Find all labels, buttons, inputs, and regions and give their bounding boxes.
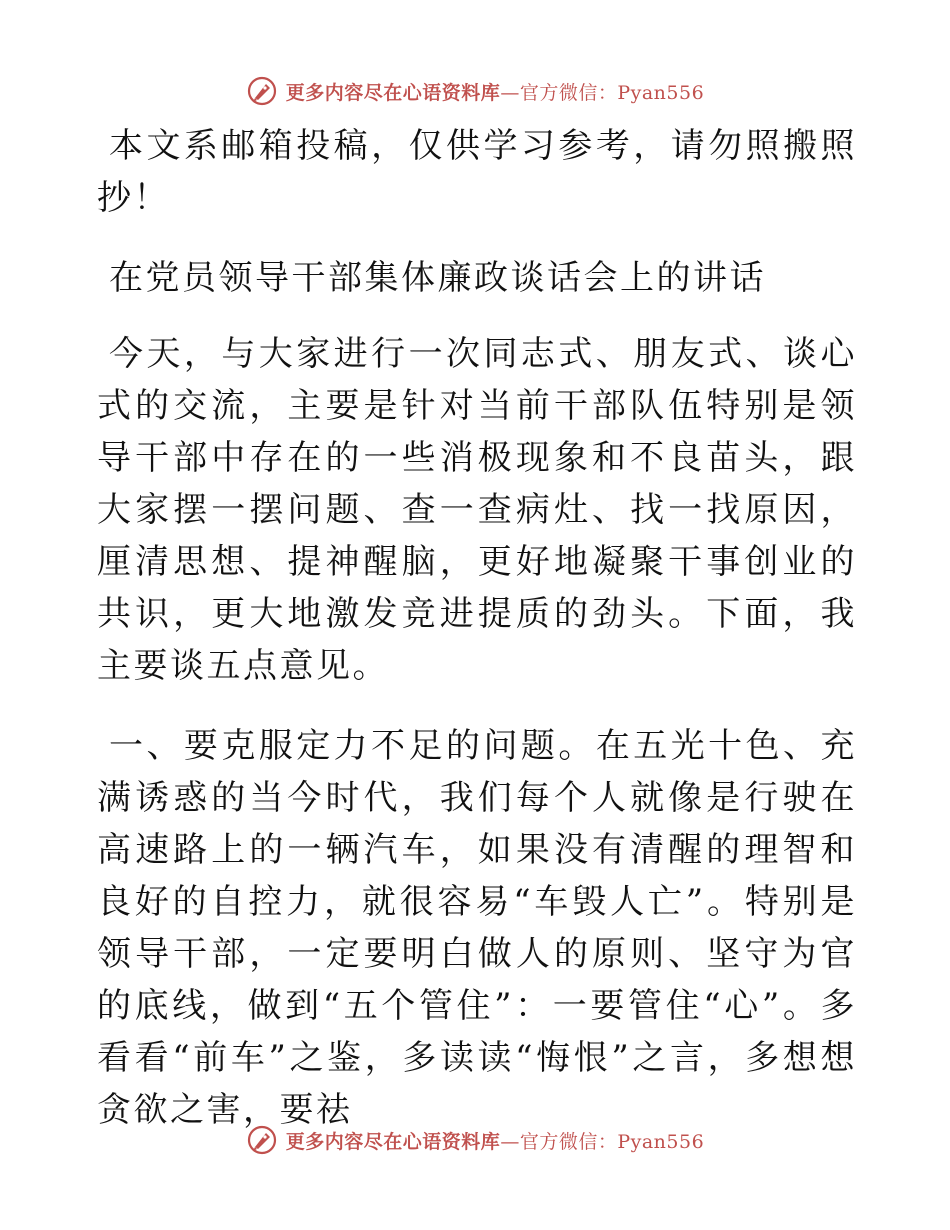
pen-nib-logo-icon xyxy=(246,1124,278,1156)
footer-watermark xyxy=(0,1120,950,1160)
pen-nib-logo-icon xyxy=(246,75,278,107)
submission-notice: 本文系邮箱投稿，仅供学习参考，请勿照搬照抄！ xyxy=(97,126,857,218)
watermark-separator: — xyxy=(500,81,520,104)
document-title: 在党员领导干部集体廉政谈话会上的讲话 xyxy=(109,258,766,298)
section-one-paragraph: 一、要克服定力不足的问题。在五光十色、充满诱惑的当今时代，我们每个人就像是行驶在高速路上的一辆汽车，如果没有清醒的理智和良好的自控力，就很容易“车毁人亡”。特别是领导干部，一定要明白做人的原则、坚守为官的底线，做到“五个管住”：一要管住“心”。多看看“前车”之鉴，多读读“悔恨”之言，多想想贪欲之害，要祛 xyxy=(97,726,857,1130)
header-watermark xyxy=(0,71,950,111)
watermark-text xyxy=(286,78,704,105)
document-body xyxy=(97,120,857,1136)
watermark-handle: Pyan556 xyxy=(617,81,705,104)
watermark-brand: 更多内容尽在心语资料库 xyxy=(285,1130,501,1153)
watermark-separator: — xyxy=(500,1130,520,1153)
watermark-text xyxy=(286,1127,704,1154)
watermark-official: 官方微信： xyxy=(519,81,618,104)
watermark-handle: Pyan556 xyxy=(617,1130,705,1153)
intro-paragraph: 今天，与大家进行一次同志式、朋友式、谈心式的交流，主要是针对当前干部队伍特别是领导干部中存在的一些消极现象和不良苗头，跟大家摆一摆问题、查一查病灶、找一找原因，厘清思想、提神醒脑，更好地凝聚干事创业的共识，更大地激发竞进提质的劲头。下面，我主要谈五点意见。 xyxy=(97,334,857,686)
watermark-brand: 更多内容尽在心语资料库 xyxy=(285,81,501,104)
watermark-official: 官方微信： xyxy=(519,1130,618,1153)
